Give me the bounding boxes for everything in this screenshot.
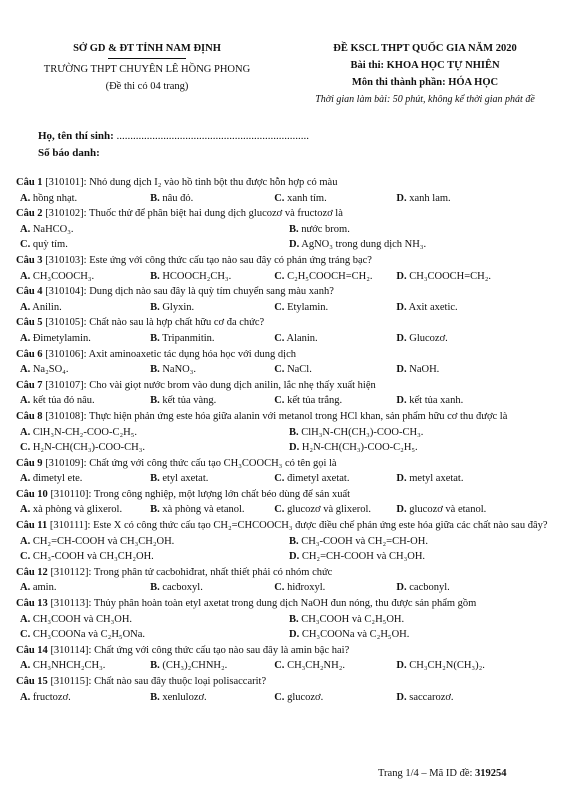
options-row	[16, 331, 554, 347]
question-text: [310110]: Trong công nghiệp, một lượng lớn chất béo dùng để sản xuất	[47, 488, 351, 500]
option-letter: D.	[396, 395, 407, 407]
answer-option	[146, 658, 270, 674]
answer-option	[16, 331, 146, 347]
question-number: Câu 5	[16, 317, 43, 329]
answer-option	[16, 191, 146, 207]
option-text: Na₂SO₄.	[30, 364, 69, 376]
options-row	[16, 425, 554, 441]
answer-option	[392, 331, 554, 347]
answer-option	[285, 549, 554, 565]
question-item	[16, 253, 554, 284]
page-footer	[378, 768, 507, 779]
options-row	[16, 300, 554, 316]
answer-option	[146, 690, 270, 706]
question-text: [310106]: Axit aminoaxetic tác dụng hóa học với dung dịch	[42, 348, 296, 360]
options-row	[16, 222, 554, 238]
option-letter: C.	[20, 629, 31, 641]
question-stem	[16, 565, 554, 581]
question-number: Câu 13	[16, 598, 48, 610]
option-text: CH₃-COOH và CH₂=CH-OH.	[298, 535, 428, 547]
answer-option	[392, 580, 554, 596]
question-stem	[16, 674, 554, 690]
header-left	[22, 40, 272, 95]
answer-option	[16, 690, 146, 706]
question-stem	[16, 456, 554, 472]
answer-option	[392, 191, 554, 207]
option-letter: C.	[274, 364, 285, 376]
option-text: xanh tím.	[284, 192, 327, 204]
student-name-label: Họ, tên thí sinh:	[38, 130, 114, 142]
options-row	[16, 269, 554, 285]
option-letter: C.	[20, 442, 31, 454]
option-letter: B.	[289, 426, 299, 438]
option-letter: C.	[274, 332, 285, 344]
question-text: [310101]: Nhỏ dung dịch I₂ vào hồ tinh bột thu được hỗn hợp có màu	[42, 177, 338, 188]
footer-exam-id: 319254	[475, 768, 507, 779]
answer-option	[285, 440, 554, 456]
answer-option	[16, 362, 146, 378]
answer-option	[16, 222, 285, 238]
question-number: Câu 11	[16, 520, 48, 532]
option-text: ClH₃N-CH₂-COO-C₂H₅.	[30, 426, 138, 438]
option-text: CH₃CH₂NH₂.	[284, 660, 346, 672]
school-name: TRƯỜNG THPT CHUYÊN LÊ HỒNG PHONG	[43, 64, 251, 75]
answer-option	[285, 612, 554, 628]
answer-option	[16, 549, 285, 565]
question-stem	[16, 253, 554, 269]
question-text: [310103]: Este ứng với công thức cấu tạo nào sau đây có phản ứng tráng bạc?	[42, 254, 372, 266]
option-text: Tripanmitin.	[159, 332, 215, 344]
question-stem	[16, 347, 554, 363]
options-row	[16, 612, 554, 628]
answer-option	[16, 580, 146, 596]
option-text: CH₃-COOH và CH₃CH₂OH.	[30, 551, 154, 563]
answer-option	[270, 362, 392, 378]
question-text: [310109]: Chất ứng với công thức cấu tạo CH₃COOCH₃ có tên gọi là	[42, 457, 337, 469]
question-number: Câu 3	[16, 254, 43, 266]
option-text: Glucozơ.	[406, 332, 448, 344]
question-number: Câu 6	[16, 348, 43, 360]
question-stem	[16, 518, 554, 534]
question-item	[16, 518, 554, 565]
option-text: Anilin.	[30, 301, 62, 313]
answer-option	[270, 471, 392, 487]
question-number: Câu 9	[16, 457, 43, 469]
option-text: CH₃COOCH=CH₂.	[406, 270, 492, 282]
option-letter: D.	[289, 551, 300, 563]
answer-option	[146, 331, 270, 347]
options-row	[16, 191, 554, 207]
question-number: Câu 7	[16, 379, 43, 391]
pages-note: (Đề thi có 04 trang)	[105, 81, 189, 92]
department-name: SỞ GD & ĐT TỈNH NAM ĐỊNH	[73, 43, 221, 54]
option-text: đimetyl ete.	[30, 473, 83, 485]
option-text: ClH₃N-CH(CH₃)-COO-CH₃.	[298, 426, 424, 438]
question-item	[16, 284, 554, 315]
option-text: NaCl.	[284, 364, 312, 376]
option-text: CH₃COOH và C₂H₅OH.	[298, 613, 405, 625]
option-text: saccarozơ.	[406, 691, 454, 703]
option-letter: B.	[150, 582, 160, 594]
option-text: CH₃COONa và C₂H₅ONa.	[30, 629, 146, 641]
option-letter: D.	[289, 629, 300, 641]
option-letter: D.	[396, 473, 407, 485]
question-item	[16, 674, 554, 705]
answer-option	[146, 269, 270, 285]
question-text: [310111]: Este X có công thức cấu tạo CH₂=CHCOOCH₃ được điều chế phản ứng este hóa giữa các chất nào sau đây?	[47, 520, 548, 532]
question-stem	[16, 409, 554, 425]
question-stem	[16, 315, 554, 331]
answer-option	[16, 440, 285, 456]
student-name-dots: ......................................................................	[116, 130, 310, 142]
question-text: [310105]: Chất nào sau là hợp chất hữu cơ đa chức?	[42, 317, 265, 329]
answer-option	[146, 471, 270, 487]
option-text: kết tủa trắng.	[284, 395, 343, 407]
option-letter: B.	[150, 473, 160, 485]
options-row	[16, 627, 554, 643]
option-text: kết tủa xanh.	[406, 395, 464, 407]
option-text: Đimetylamin.	[30, 332, 91, 344]
answer-option	[392, 690, 554, 706]
options-row	[16, 549, 554, 565]
option-text: CH₃NHCH₂CH₃.	[30, 660, 106, 672]
options-row	[16, 440, 554, 456]
question-number: Câu 14	[16, 644, 48, 656]
question-text: [310115]: Chất nào sau đây thuộc loại polisaccarit?	[47, 676, 267, 687]
question-number: Câu 12	[16, 566, 48, 578]
option-letter: C.	[274, 270, 285, 282]
answer-option	[146, 580, 270, 596]
answer-option	[392, 300, 554, 316]
option-letter: C.	[274, 301, 285, 313]
option-text: Axit axetic.	[406, 301, 458, 313]
option-text: hồng nhạt.	[30, 192, 78, 204]
option-text: NaNO₃.	[159, 364, 197, 376]
option-text: nước brom.	[298, 223, 350, 235]
question-text: [310102]: Thuốc thử để phân biệt hai dung dịch glucozơ và fructozơ là	[42, 208, 343, 220]
option-letter: C.	[274, 660, 285, 672]
option-letter: B.	[289, 613, 299, 625]
option-text: etyl axetat.	[159, 473, 209, 485]
answer-option	[392, 502, 554, 518]
options-row	[16, 393, 554, 409]
options-row	[16, 502, 554, 518]
option-text: CH₃COOH và CH₃OH.	[30, 613, 133, 625]
option-letter: A.	[20, 613, 31, 625]
question-stem	[16, 206, 554, 222]
answer-option	[146, 393, 270, 409]
exam-title: ĐỀ KSCL THPT QUỐC GIA NĂM 2020	[333, 43, 517, 54]
answer-option	[16, 627, 285, 643]
option-text: kết tủa vàng.	[159, 395, 217, 407]
answer-option	[16, 237, 285, 253]
option-text: H₂N-CH(CH₃)-COO-CH₃.	[30, 442, 146, 454]
answer-option	[270, 191, 392, 207]
option-letter: B.	[289, 223, 299, 235]
student-info	[38, 128, 309, 162]
option-letter: A.	[20, 301, 31, 313]
option-text: cacbonyl.	[406, 582, 450, 594]
answer-option	[285, 534, 554, 550]
option-text: kết tủa đỏ nâu.	[30, 395, 95, 407]
question-number: Câu 8	[16, 410, 43, 422]
answer-option	[285, 222, 554, 238]
exam-subject: Môn thi thành phần: HÓA HỌC	[351, 77, 499, 88]
option-text: CH₂=CH-COOH và CH₃CH₂OH.	[30, 535, 175, 547]
question-text: [310107]: Cho vài giọt nước brom vào dung dịch anilin, lắc nhẹ thấy xuất hiện	[42, 379, 376, 391]
option-letter: C.	[20, 239, 31, 251]
option-letter: D.	[396, 270, 407, 282]
question-stem	[16, 175, 554, 191]
answer-option	[146, 362, 270, 378]
option-text: xanh lam.	[406, 192, 451, 204]
question-number: Câu 15	[16, 676, 48, 687]
header-right	[290, 40, 560, 108]
option-letter: A.	[20, 364, 31, 376]
question-item	[16, 175, 554, 206]
option-letter: A.	[20, 332, 31, 344]
student-name-line	[38, 128, 309, 145]
student-id-label: Số báo danh:	[38, 147, 100, 159]
option-text: AgNO₃ trong dung dịch NH₃.	[299, 239, 427, 251]
option-text: CH₃COOCH₃.	[30, 270, 95, 282]
option-letter: B.	[150, 660, 160, 672]
answer-option	[270, 331, 392, 347]
option-text: đimetyl axetat.	[284, 473, 350, 485]
answer-option	[270, 300, 392, 316]
options-row	[16, 690, 554, 706]
question-item	[16, 378, 554, 409]
question-number: Câu 4	[16, 286, 43, 298]
option-letter: A.	[20, 473, 31, 485]
option-text: fructozơ.	[30, 691, 71, 703]
option-letter: A.	[20, 582, 31, 594]
answer-option	[392, 362, 554, 378]
option-text: H₂N-CH(CH₃)-COO-C₂H₅.	[299, 442, 418, 454]
answer-option	[146, 300, 270, 316]
option-letter: D.	[396, 660, 407, 672]
option-letter: A.	[20, 395, 31, 407]
options-row	[16, 471, 554, 487]
option-letter: C.	[274, 192, 285, 204]
answer-option	[16, 502, 146, 518]
answer-option	[16, 269, 146, 285]
question-list	[16, 175, 554, 705]
option-text: Alanin.	[284, 332, 318, 344]
question-item	[16, 596, 554, 643]
option-letter: C.	[20, 551, 31, 563]
question-item	[16, 487, 554, 518]
option-letter: D.	[396, 504, 407, 516]
option-letter: C.	[274, 691, 285, 703]
question-item	[16, 565, 554, 596]
option-letter: A.	[20, 504, 31, 516]
question-text: [310113]: Thủy phân hoàn toàn etyl axetat trong dung dịch NaOH đun nóng, thu được sản phẩm gồm	[47, 598, 477, 610]
option-text: quỳ tím.	[30, 239, 68, 251]
student-id-line	[38, 145, 309, 162]
option-letter: D.	[396, 364, 407, 376]
question-item	[16, 456, 554, 487]
question-stem	[16, 643, 554, 659]
options-row	[16, 658, 554, 674]
question-stem	[16, 378, 554, 394]
option-text: cacboxyl.	[159, 582, 203, 594]
question-stem	[16, 284, 554, 300]
question-number: Câu 2	[16, 208, 43, 220]
option-letter: B.	[150, 301, 160, 313]
option-letter: D.	[289, 239, 300, 251]
option-text: CH₃COONa và C₂H₅OH.	[299, 629, 410, 641]
question-text: [310114]: Chất ứng với công thức cấu tạo nào sau đây là amin bậc hai?	[47, 644, 350, 656]
option-text: NaOH.	[406, 364, 440, 376]
option-letter: B.	[150, 395, 160, 407]
answer-option	[285, 237, 554, 253]
option-text: glucozơ và glixerol.	[284, 504, 372, 516]
option-text: glucozơ và etanol.	[406, 504, 487, 516]
option-letter: D.	[396, 192, 407, 204]
option-letter: B.	[150, 270, 160, 282]
option-letter: A.	[20, 270, 31, 282]
answer-option	[16, 534, 285, 550]
answer-option	[16, 612, 285, 628]
option-text: xà phòng và etanol.	[159, 504, 245, 516]
question-number: Câu 1	[16, 177, 43, 188]
answer-option	[270, 269, 392, 285]
time-note: Thời gian làm bài: 50 phút, không kể thời gian phát đề	[315, 94, 535, 105]
answer-option	[270, 502, 392, 518]
options-row	[16, 534, 554, 550]
answer-option	[16, 300, 146, 316]
option-text: metyl axetat.	[406, 473, 464, 485]
option-letter: A.	[20, 223, 31, 235]
option-letter: D.	[396, 582, 407, 594]
option-text: nâu đỏ.	[159, 192, 194, 204]
option-text: CH₃CH₂N(CH₃)₂.	[406, 660, 485, 672]
option-text: HCOOCH₂CH₃.	[159, 270, 232, 282]
question-item	[16, 409, 554, 456]
answer-option	[392, 269, 554, 285]
question-item	[16, 315, 554, 346]
answer-option	[146, 502, 270, 518]
answer-option	[16, 393, 146, 409]
option-letter: C.	[274, 395, 285, 407]
option-letter: D.	[289, 442, 300, 454]
option-letter: B.	[150, 504, 160, 516]
option-letter: D.	[396, 301, 407, 313]
answer-option	[270, 580, 392, 596]
option-text: Glyxin.	[159, 301, 195, 313]
question-item	[16, 206, 554, 253]
question-item	[16, 643, 554, 674]
answer-option	[392, 658, 554, 674]
option-letter: B.	[150, 364, 160, 376]
option-text: amin.	[30, 582, 57, 594]
question-text: [310104]: Dung dịch nào sau đây là quỳ tím chuyển sang màu xanh?	[42, 286, 334, 298]
option-letter: B.	[150, 192, 160, 204]
question-item	[16, 347, 554, 378]
option-letter: A.	[20, 660, 31, 672]
option-letter: D.	[396, 332, 407, 344]
question-stem	[16, 487, 554, 503]
answer-option	[16, 425, 285, 441]
option-letter: C.	[274, 504, 285, 516]
answer-option	[270, 658, 392, 674]
option-letter: A.	[20, 426, 31, 438]
option-letter: C.	[274, 582, 285, 594]
answer-option	[270, 393, 392, 409]
answer-option	[285, 425, 554, 441]
answer-option	[285, 627, 554, 643]
option-letter: D.	[396, 691, 407, 703]
option-text: glucozơ.	[284, 691, 324, 703]
question-stem	[16, 596, 554, 612]
options-row	[16, 362, 554, 378]
option-letter: B.	[150, 332, 160, 344]
option-letter: A.	[20, 691, 31, 703]
exam-part: Bài thi: KHOA HỌC TỰ NHIÊN	[350, 60, 500, 71]
question-text: [310108]: Thực hiện phản ứng este hóa giữa alanin với metanol trong HCl khan, sản phẩm hữu cơ thu được là	[42, 410, 508, 422]
options-row	[16, 580, 554, 596]
option-letter: B.	[289, 535, 299, 547]
option-letter: C.	[274, 473, 285, 485]
answer-option	[146, 191, 270, 207]
option-text: NaHCO₃.	[30, 223, 74, 235]
option-text: xà phòng và glixerol.	[30, 504, 123, 516]
answer-option	[270, 690, 392, 706]
answer-option	[392, 393, 554, 409]
option-text: xenlulozơ.	[159, 691, 207, 703]
answer-option	[16, 471, 146, 487]
option-letter: A.	[20, 192, 31, 204]
footer-page-text: Trang 1/4 – Mã ID đề:	[378, 768, 476, 779]
option-text: Etylamin.	[284, 301, 329, 313]
option-text: (CH₃)₂CHNH₂.	[159, 660, 228, 672]
question-number: Câu 10	[16, 488, 48, 500]
answer-option	[392, 471, 554, 487]
option-letter: B.	[150, 691, 160, 703]
answer-option	[16, 658, 146, 674]
option-text: C₂H₅COOCH=CH₂.	[284, 270, 373, 282]
option-letter: A.	[20, 535, 31, 547]
option-text: hiđroxyl.	[284, 582, 326, 594]
options-row	[16, 237, 554, 253]
option-text: CH₂=CH-COOH và CH₃OH.	[299, 551, 426, 563]
question-text: [310112]: Trong phân tử cacbohiđrat, nhất thiết phải có nhóm chức	[47, 566, 333, 578]
